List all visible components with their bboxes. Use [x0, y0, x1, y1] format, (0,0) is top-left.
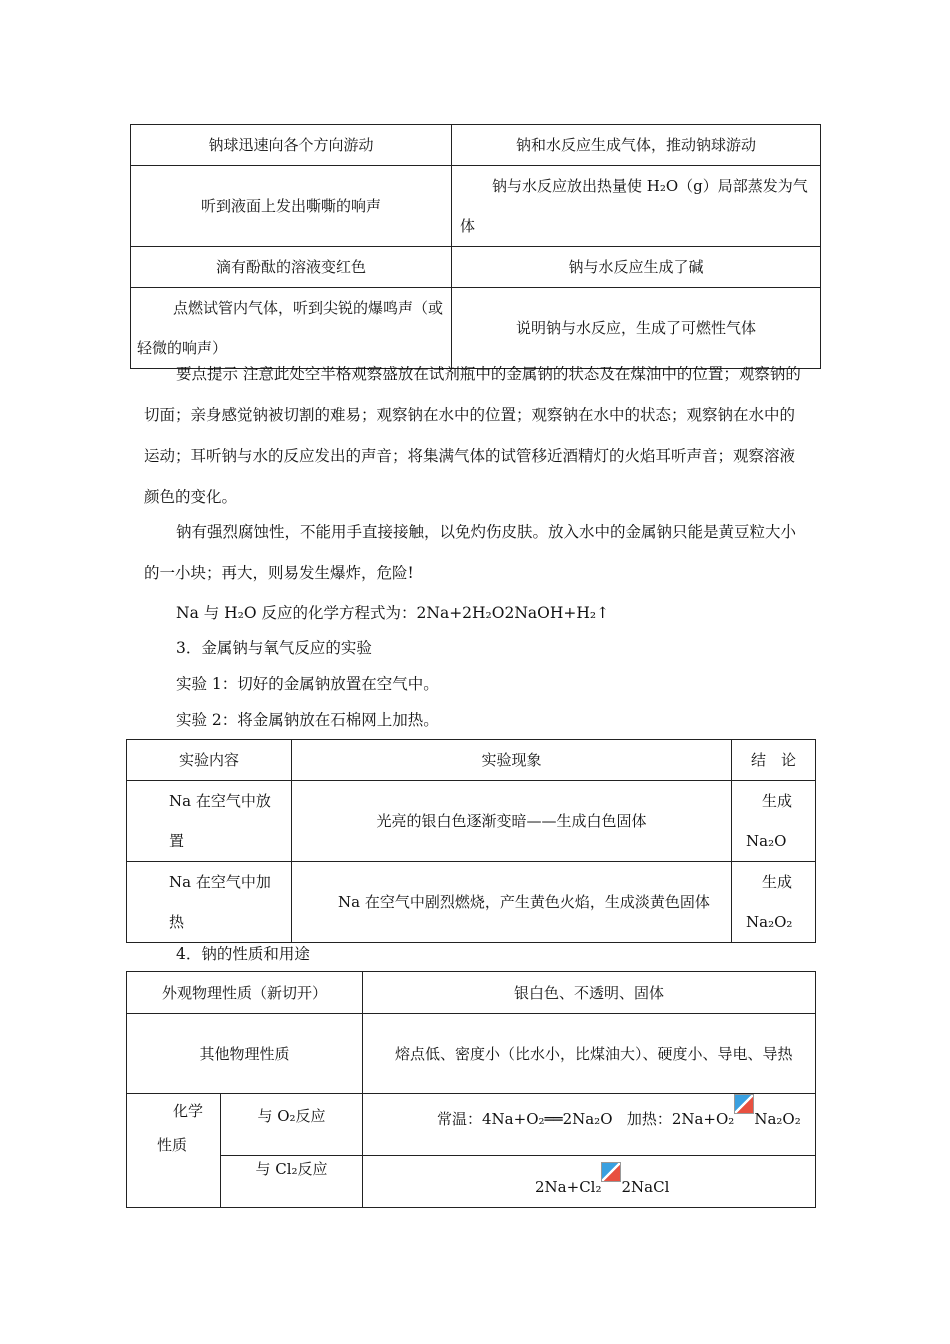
table1-row3-right: 钠与水反应生成了碱	[452, 247, 821, 288]
appearance-label: 外观物理性质（新切开）	[127, 972, 363, 1014]
table2-row2-content: Na 在空气中加热	[127, 862, 292, 943]
table2-header-phenomenon: 实验现象	[292, 740, 732, 781]
table1-row2-left: 听到液面上发出嘶嘶的响声	[131, 166, 452, 247]
cl2-reaction-value	[363, 1156, 816, 1208]
chemical-label	[127, 1094, 221, 1208]
experiment1-line: 实验 1：切好的金属钠放置在空气中。	[176, 675, 439, 693]
sodium-properties-table	[126, 971, 816, 1208]
table1-row1-left: 钠球迅速向各个方向游动	[131, 125, 452, 166]
heat-condition-image-icon	[734, 1094, 754, 1114]
table2-row1-phenomenon: 光亮的银白色逐渐变暗——生成白色固体	[292, 781, 732, 862]
table1-row1-right: 钠和水反应生成气体，推动钠球游动	[452, 125, 821, 166]
table2-row1-conclusion-b: Na₂O	[746, 832, 787, 850]
table2-row2-conclusion	[732, 862, 816, 943]
cl2-prefix: 2Na+Cl₂	[535, 1178, 602, 1196]
section3-heading: 3．金属钠与氧气反应的实验	[176, 639, 372, 657]
other-physical-value: 熔点低、密度小（比水小，比煤油大）、硬度小、导电、导热	[363, 1014, 816, 1094]
table2-row1-conclusion-a: 生成	[762, 792, 793, 810]
appearance-value: 银白色、不透明、固体	[363, 972, 816, 1014]
other-physical-label: 其他物理性质	[127, 1014, 363, 1094]
tips-paragraph: 要点提示 注意此处空半格观察盛放在试剂瓶中的金属钠的状态及在煤油中的位置；观察钠的切面；亲身感觉钠被切割的难易；观察钠在水中的位置；观察钠在水中的状态；观察钠在水中的运动；耳听钠与水的反应发出的声音；将集满气体的试管移近酒精灯的火焰耳听声音；观察溶液颜色的变化。	[144, 365, 801, 506]
experiment2-line: 实验 2：将金属钠放在石棉网上加热。	[176, 711, 439, 729]
chemical-label-b: 性质	[157, 1136, 188, 1154]
table2-row1-content: Na 在空气中放置	[127, 781, 292, 862]
cl2-reaction-label: 与 Cl₂反应	[221, 1156, 363, 1208]
chemical-label-a: 化学	[173, 1102, 204, 1120]
table2-header-conclusion: 结 论	[732, 740, 816, 781]
table1-row4-left: 点燃试管内气体，听到尖锐的爆鸣声（或轻微的响声）	[131, 288, 452, 369]
table2-row1-conclusion	[732, 781, 816, 862]
oxygen-experiment-table	[126, 739, 816, 943]
equation-line: Na 与 H₂O 反应的化学方程式为：2Na+2H₂O2NaOH+H₂↑	[176, 604, 610, 622]
cl2-suffix: 2NaCl	[621, 1178, 670, 1196]
table2-row2-conclusion-b: Na₂O₂	[746, 913, 793, 931]
observation-table	[130, 124, 821, 369]
table1-row2-right: 钠与水反应放出热量使 H₂O（g）局部蒸发为气体	[452, 166, 821, 247]
o2-normal-equation: 常温：4Na+O₂══2Na₂O	[437, 1110, 613, 1128]
table1-row3-left: 滴有酚酞的溶液变红色	[131, 247, 452, 288]
table2-row2-phenomenon: Na 在空气中剧烈燃烧，产生黄色火焰，生成淡黄色固体	[292, 862, 732, 943]
table1-row4-right: 说明钠与水反应，生成了可燃性气体	[452, 288, 821, 369]
o2-reaction-label: 与 O₂反应	[221, 1094, 363, 1156]
o2-heat-suffix: Na₂O₂	[754, 1110, 801, 1128]
table2-header-content: 实验内容	[127, 740, 292, 781]
section4-heading: 4．钠的性质和用途	[176, 945, 310, 963]
o2-heat-prefix: 加热：2Na+O₂	[626, 1110, 735, 1128]
warning-paragraph: 钠有强烈腐蚀性，不能用手直接接触，以免灼伤皮肤。放入水中的金属钠只能是黄豆粒大小的一小块；再大，则易发生爆炸，危险!	[144, 523, 797, 582]
ignition-condition-image-icon	[601, 1162, 621, 1182]
o2-reaction-value	[363, 1094, 816, 1156]
table2-row2-conclusion-a: 生成	[762, 873, 793, 891]
